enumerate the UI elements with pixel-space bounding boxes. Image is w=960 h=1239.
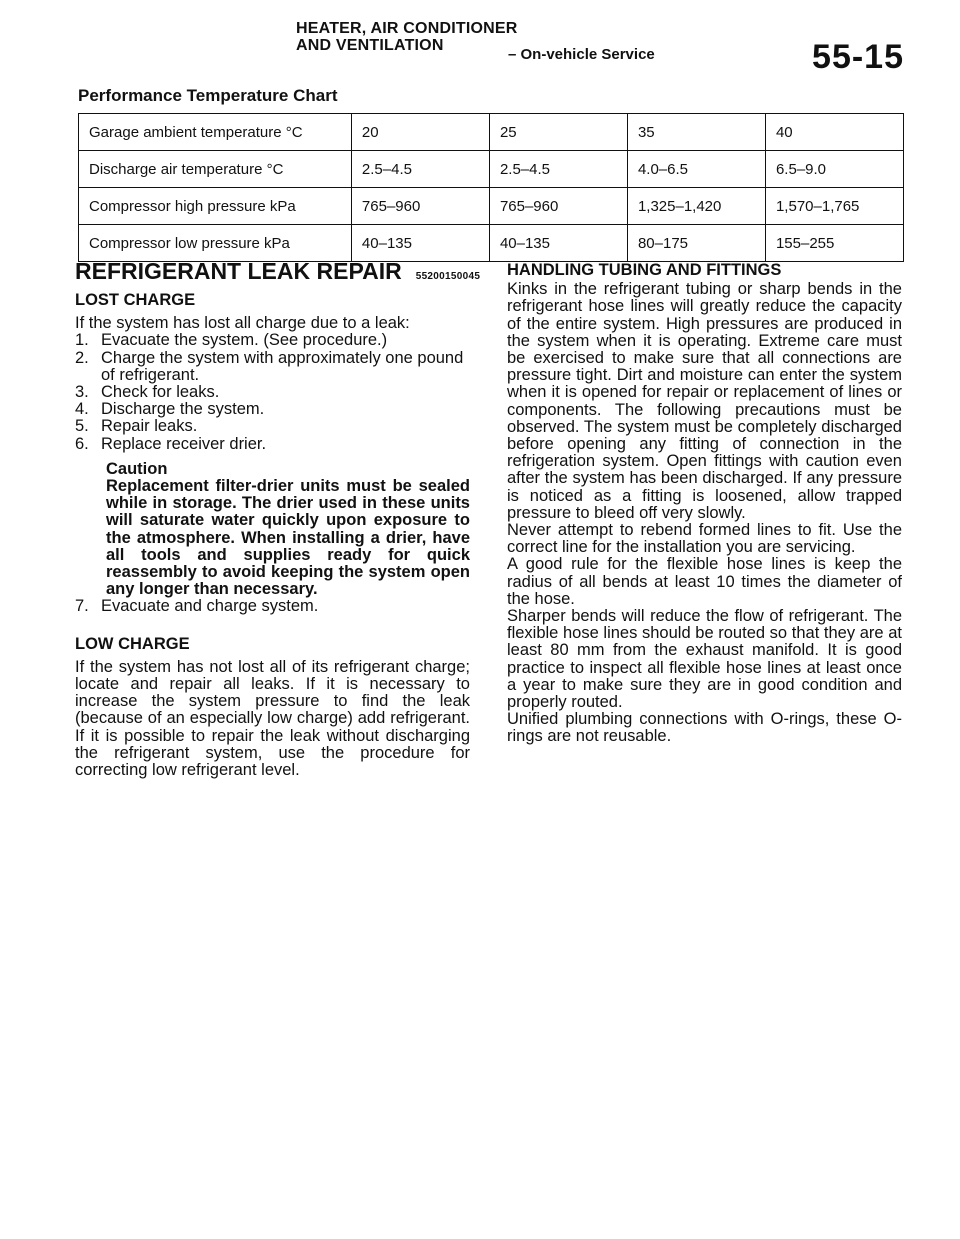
header-title-line1: HEATER, AIR CONDITIONER <box>296 20 518 37</box>
page-header-title <box>296 20 518 54</box>
procedure-steps <box>75 332 470 452</box>
row-label: Garage ambient temperature °C <box>79 114 352 151</box>
table-cell: 40 <box>765 114 903 151</box>
row-label: Discharge air temperature °C <box>79 151 352 188</box>
list-item <box>75 436 470 453</box>
step-text: Evacuate the system. (See procedure.) <box>101 331 388 350</box>
lost-charge-heading: LOST CHARGE <box>75 291 196 309</box>
table-cell: 40–135 <box>489 225 627 262</box>
table-cell: 765–960 <box>351 188 489 225</box>
list-item <box>75 384 470 401</box>
right-column <box>507 258 902 746</box>
step-text: Discharge the system. <box>101 400 265 419</box>
header-section: – On-vehicle Service <box>508 46 655 63</box>
step-number: 5. <box>75 417 89 436</box>
table-row <box>79 151 904 188</box>
table-row <box>79 225 904 262</box>
table-cell: 1,570–1,765 <box>765 188 903 225</box>
low-charge-text: If the system has not lost all of its refrigerant charge; locate and repair all leaks. If it is necessary to increase the system pressure to find the leak (because of an especially low charge) add refrigerant. If it is possible to repair the leak without discharging the refrigerant system, use the procedure for correcting low refrigerant level. <box>75 657 470 780</box>
table-cell: 35 <box>627 114 765 151</box>
low-charge-heading: LOW CHARGE <box>75 634 190 653</box>
step-number: 7. <box>75 597 89 616</box>
step-number: 3. <box>75 383 89 402</box>
section-heading <box>75 258 481 290</box>
handling-paragraph: A good rule for the flexible hose lines is keep the radius of all bends at least 10 times the diameter of the hose. <box>507 555 902 608</box>
step-number: 1. <box>75 331 89 350</box>
table-row <box>79 188 904 225</box>
step-number: 4. <box>75 400 89 419</box>
section-code: 55200150045 <box>415 271 481 282</box>
step-text: Check for leaks. <box>101 383 220 402</box>
step-text: Repair leaks. <box>101 417 198 436</box>
table-cell: 40–135 <box>351 225 489 262</box>
leak-repair-heading: REFRIGERANT LEAK REPAIR <box>75 258 402 284</box>
handling-paragraph: Sharper bends will reduce the flow of refrigerant. The flexible hose lines should be routed so that they are at least 80 mm from the exhaust manifold. It is good practice to inspect all flexible hose lines at least once a year to make sure they are in good condition and properly routed. <box>507 607 902 712</box>
row-label: Compressor low pressure kPa <box>79 225 352 262</box>
list-item <box>75 332 470 349</box>
list-item <box>75 598 470 615</box>
chart-title: Performance Temperature Chart <box>78 86 338 105</box>
performance-table <box>78 113 904 262</box>
step-text: Charge the system with approximately one pound of refrigerant. <box>101 348 464 384</box>
handling-paragraph: Unified plumbing connections with O-rings, these O-rings are not reusable. <box>507 710 902 746</box>
step-number: 2. <box>75 348 89 367</box>
row-label: Compressor high pressure kPa <box>79 188 352 225</box>
table-cell: 2.5–4.5 <box>489 151 627 188</box>
table-row <box>79 114 904 151</box>
table-cell: 20 <box>351 114 489 151</box>
table-cell: 765–960 <box>489 188 627 225</box>
list-item <box>75 401 470 418</box>
list-item <box>75 418 470 435</box>
table-cell: 1,325–1,420 <box>627 188 765 225</box>
table-cell: 6.5–9.0 <box>765 151 903 188</box>
step-text: Replace receiver drier. <box>101 434 267 453</box>
handling-paragraph: Never attempt to rebend formed lines to fit. Use the correct line for the installation you are servicing. <box>507 521 902 557</box>
lost-charge-intro: If the system has lost all charge due to a leak: <box>75 314 410 333</box>
table-cell: 80–175 <box>627 225 765 262</box>
table-cell: 155–255 <box>765 225 903 262</box>
table-cell: 2.5–4.5 <box>351 151 489 188</box>
caution-title: Caution <box>106 459 168 478</box>
step-text: Evacuate and charge system. <box>101 597 319 616</box>
header-title-line2: AND VENTILATION <box>296 37 444 54</box>
caution-text: Replacement filter-drier units must be sealed while in storage. The drier used in these units will saturate water quickly upon exposure to the atmosphere. When installing a drier, have all tools and supplies ready for quick reassembly to avoid keeping the system open any longer than necessary. <box>106 477 470 599</box>
step-number: 6. <box>75 434 89 453</box>
list-item <box>75 350 470 384</box>
procedure-steps-continued <box>75 598 470 615</box>
table-cell: 4.0–6.5 <box>627 151 765 188</box>
handling-heading: HANDLING TUBING AND FITTINGS <box>507 261 782 279</box>
handling-paragraph: Kinks in the refrigerant tubing or sharp bends in the refrigerant hose lines will greatly reduce the capacity of the entire system. High pressures are produced in the system when it is operating. Extreme care must be exercised to make sure that all connections are pressure tight. Dirt and moisture can enter the system when it is opened for repair or replacement of lines or components. The following precautions must be observed. The system must be completely discharged before opening any fitting of connection in the refrigeration system. Open fittings with caution even after the system has been discharged. If any pressure is noticed as a fitting is loosened, allow trapped pressure to bleed off very slowly. <box>507 280 902 522</box>
page-number: 55-15 <box>812 38 904 76</box>
caution-block <box>106 461 470 599</box>
left-column <box>75 258 481 780</box>
table-cell: 25 <box>489 114 627 151</box>
